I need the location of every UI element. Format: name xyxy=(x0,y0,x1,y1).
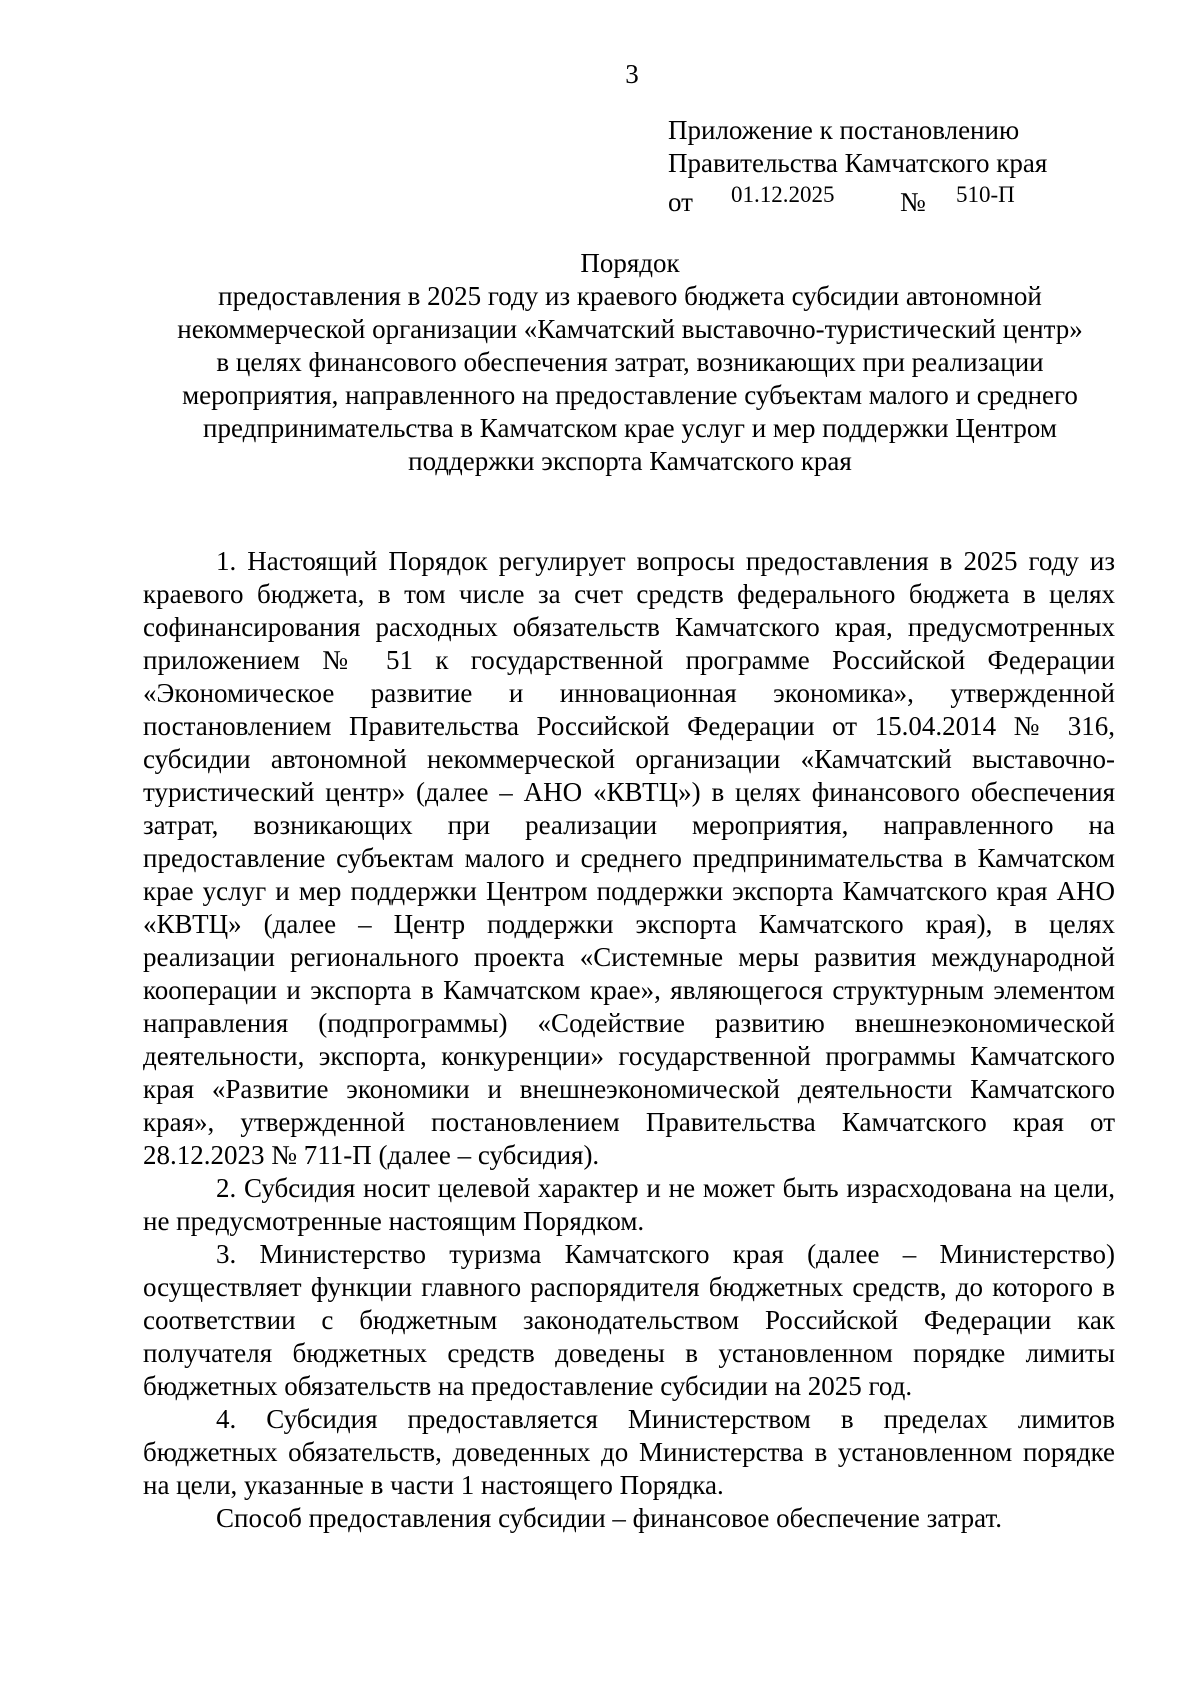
annex-line-1: Приложение к постановлению xyxy=(668,115,1020,145)
annex-from-label: от xyxy=(668,187,693,217)
paragraph-2: 2. Субсидия носит целевой характер и не может быть израсходована на цели, не предусмотренные настоящим Порядком. xyxy=(143,1173,1115,1236)
paragraph-5: Способ предоставления субсидии – финансовое обеспечение затрат. xyxy=(216,1503,1002,1533)
title-line: мероприятия, направленного на предоставление субъектам малого и среднего xyxy=(182,380,1078,410)
annex-date-number xyxy=(668,180,1047,217)
annex-number-label: № xyxy=(900,187,926,217)
page-number: 3 xyxy=(625,59,639,89)
annex-date: 01.12.2025 xyxy=(731,182,835,207)
annex-number: 510-П xyxy=(956,182,1015,207)
title-line: в целях финансового обеспечения затрат, возникающих при реализации xyxy=(216,347,1044,377)
annex-line-2: Правительства Камчатского края xyxy=(668,148,1048,178)
annex-header xyxy=(668,114,1048,217)
title-line: предоставления в 2025 году из краевого бюджета субсидии автономной xyxy=(218,281,1042,311)
paragraph-1: 1. Настоящий Порядок регулирует вопросы предоставления в 2025 году из краевого бюджета, в том числе за счет средств федерального бюджета в целях софинансирования расходных обязательств Камчатского края, предусмотренных приложением № 51 к государственной программе Российской Федерации «Экономическое развитие и инновационная экономика», утвержденной постановлением Правительства Российской Федерации от 15.04.2014 № 316, субсидии автономной некоммерческой организации «Камчатский выставочно-туристический центр» (далее – АНО «КВТЦ») в целях финансового обеспечения затрат, возникающих при реализации мероприятия, направленного на предоставление субъектам малого и среднего предпринимательства в Камчатском крае услуг и мер поддержки Центром поддержки экспорта Камчатского края АНО «КВТЦ» (далее – Центр поддержки экспорта Камчатского края), в целях реализации регионального проекта «Системные меры развития международной кооперации и экспорта в Камчатском крае», являющегося структурным элементом направления (подпрограммы) «Содействие развитию внешнеэкономической деятельности, экспорта, конкуренции» государственной программы Камчатского края «Развитие экономики и внешнеэкономической деятельности Камчатского края», утвержденной постановлением Правительства Камчатского края от 28.12.2023 № 711-П (далее – субсидия). xyxy=(143,546,1115,1170)
title-line: некоммерческой организации «Камчатский выставочно-туристический центр» xyxy=(177,314,1083,344)
title-heading: Порядок xyxy=(580,248,680,278)
title-line: поддержки экспорта Камчатского края xyxy=(408,446,852,476)
document-title xyxy=(130,247,1130,478)
paragraph-3: 3. Министерство туризма Камчатского края (далее – Министерство) осуществляет функции главного распорядителя бюджетных средств, до которого в соответствии с бюджетным законодательством Российской Федерации как получателя бюджетных средств доведены в установленном порядке лимиты бюджетных обязательств на предоставление субсидии на 2025 год. xyxy=(143,1239,1115,1401)
paragraph-4: 4. Субсидия предоставляется Министерством в пределах лимитов бюджетных обязательств, доведенных до Министерства в установленном порядке на цели, указанные в части 1 настоящего Порядка. xyxy=(143,1404,1115,1500)
document-body xyxy=(143,545,1115,1535)
title-line: предпринимательства в Камчатском крае услуг и мер поддержки Центром xyxy=(203,413,1057,443)
